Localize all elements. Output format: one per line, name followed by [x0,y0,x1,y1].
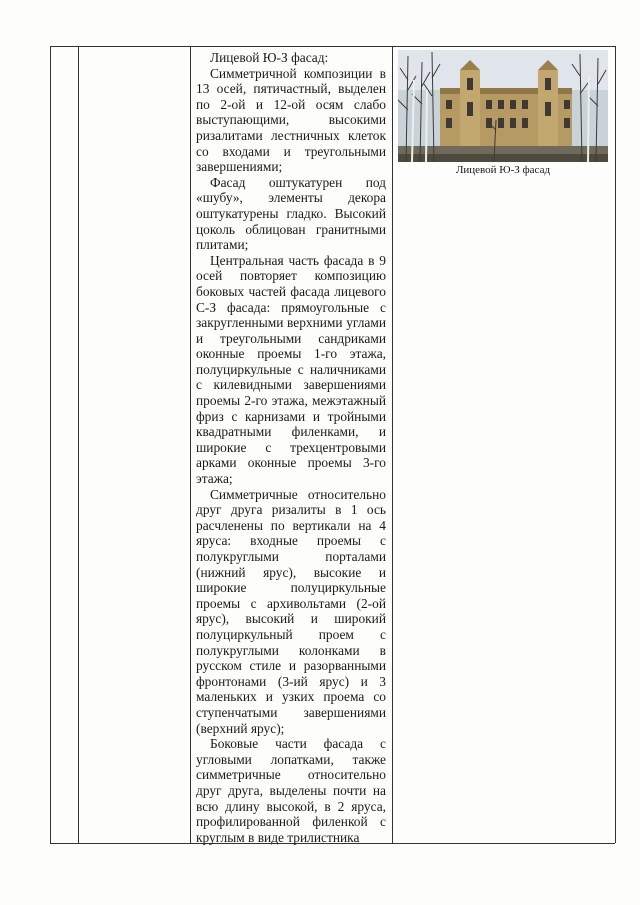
paragraph-4: Симметричные относительно друг друга ризалиты в 1 ось расчленены по вертикали на 4 яруса: входные проемы с полукруглыми порталами (нижний ярус), высокие и широкие полуциркульные проемы с архивольтами (2-ой ярус), высокий и широкий полуциркульный проем с полукруглыми колонками в русском стиле и разорванными фронтонами (3-ий ярус) и 3 маленьких и узких проема со ступенчатыми завершениями (верхний ярус); [196,486,386,736]
photo-cell [398,50,608,176]
table-border-right [615,46,616,843]
table-border-left [50,46,51,843]
table-divider-3 [392,46,393,843]
table-top-border [50,46,615,47]
paragraph-5: Боковые части фасада с угловыми лопатками, также симметричные относительно друг друга, выделены почти на всю длину высокой, в 2 яруса, профилированной филенкой с круглым в виде трилистника [196,736,386,845]
photo-caption: Лицевой Ю-З фасад [455,164,551,176]
paragraph-2: Фасад оштукатурен под «шубу», элементы декора оштукатурены гладко. Высокий цоколь облицован гранитными плитами; [196,174,386,253]
paragraph-1: Симметричной композиции в 13 осей, пятичастный, выделен по 2-ой и 12-ой осям слабо выступающими, высокими ризалитами лестничных клеток со входами и треугольными завершениями; [196,65,386,175]
table-divider-2 [190,46,191,843]
section-heading: Лицевой Ю-З фасад: [210,50,329,65]
table-divider-1 [78,46,79,843]
facade-photo [398,50,608,162]
description-cell [196,50,386,845]
paragraph-3: Центральная часть фасада в 9 осей повторяет композицию боковых частей фасада лицевого С-З фасада: прямоугольные с закругленными верхними углами и треугольными сандриками оконные проемы 1-го этажа, полуциркульные с наличниками с килевидными завершениями проемы 2-го этажа, межэтажный фриз с карнизами и тройными квадратными филенками, и широкие с трехцентровыми арками оконные проемы 3-го этажа; [196,252,386,487]
